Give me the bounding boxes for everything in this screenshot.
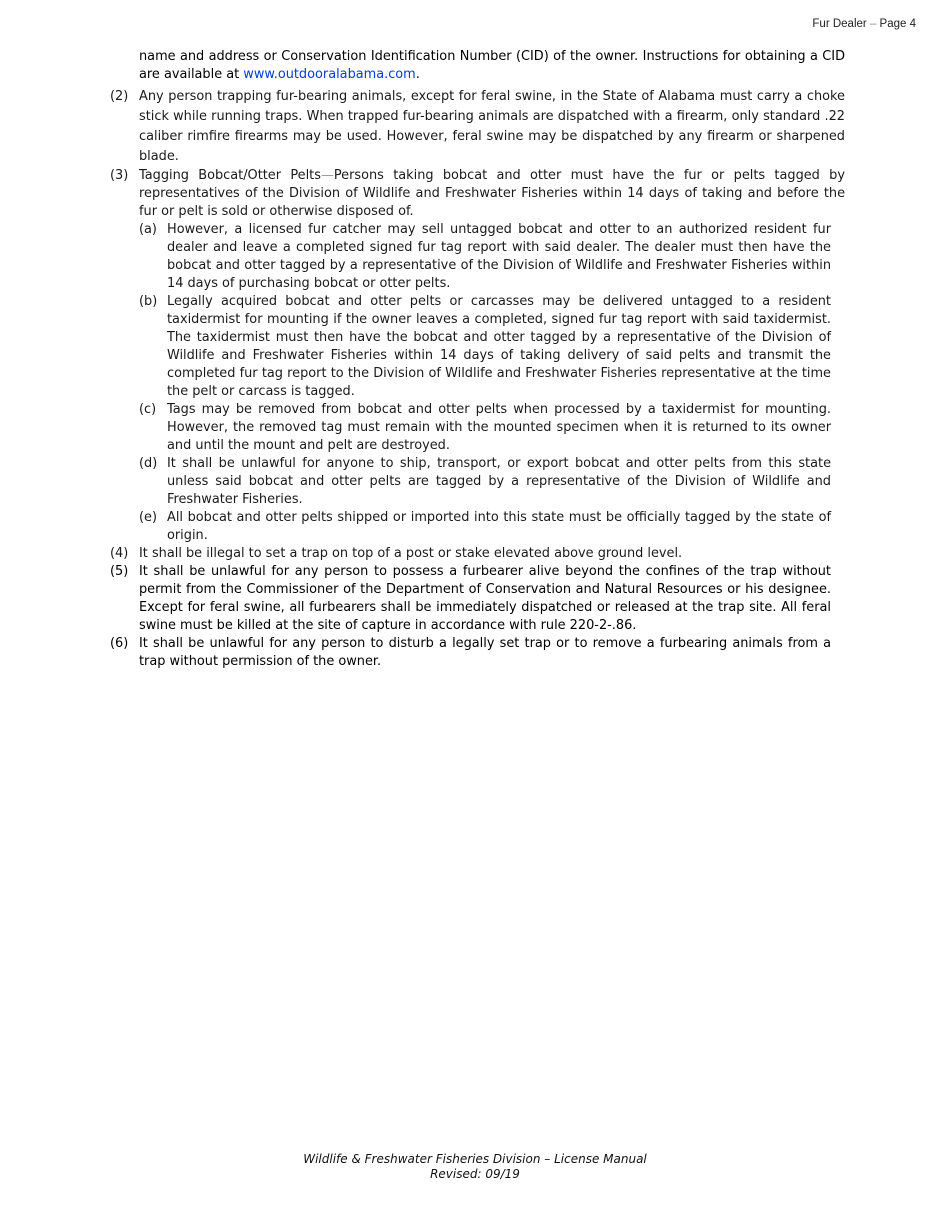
item-text: It shall be illegal to set a trap on top of a post or stake elevated above ground level. [139,546,683,561]
page-header [812,18,916,30]
page-footer [0,1152,950,1182]
item-number: (5) [110,564,129,579]
continued-paragraph [139,48,845,84]
list-item-6 [110,635,831,671]
list-item-4 [110,545,831,563]
item-number: (2) [110,89,129,104]
sub-item-d [139,455,831,509]
item-title: Tagging Bobcat/Otter Pelts [139,168,321,183]
outdooralabama-link[interactable]: www.outdooralabama.com [243,67,416,82]
item-body [139,167,845,221]
item-text: Any person trapping fur-bearing animals, except for feral swine, in the State of Alabama must carry a choke stick while running traps. When trapped fur-bearing animals are dispatched with a firearm, only standard .22 caliber rimfire firearms may be used. However, feral swine may be dispatched by any firearm or sharpened blade. [139,89,845,164]
intro-text: name and address or Conservation Identification Number (CID) of the owner. Instructions for obtaining a CID are available at [139,49,845,82]
sub-item-c [139,401,831,455]
header-section: Fur Dealer [812,18,867,30]
header-separator: – [869,18,877,30]
sub-item-b [139,293,831,401]
header-page-number: Page 4 [879,18,916,30]
sub-item-number: (b) [139,294,158,309]
sub-item-number: (d) [139,456,158,471]
sub-item-number: (c) [139,402,157,417]
item-number: (4) [110,546,129,561]
item-number: (3) [110,168,129,183]
item-text: It shall be unlawful for any person to possess a furbearer alive beyond the confines of the trap without permit from the Commissioner of the Department of Conservation and Natural Resources or his designee. Except for feral swine, all furbearers shall be immediately dispatched or released at the trap site. All feral swine must be killed at the site of capture in accordance with rule 220-2-.86. [139,564,831,633]
footer-revised: Revised: 09/19 [430,1167,520,1181]
sub-item-text: However, a licensed fur catcher may sell untagged bobcat and otter to an authorized resident fur dealer and leave a completed signed fur tag report with said dealer. The dealer must then have the bobcat and otter tagged by a representative of the Division of Wildlife and Freshwater Fisheries within 14 days of purchasing bobcat or otter pelts. [167,222,831,291]
list-item-3 [110,167,845,221]
title-dash: — [320,168,334,183]
sub-item-text: Tags may be removed from bobcat and otter pelts when processed by a taxidermist for mounting. However, the removed tag must remain with the mounted specimen when it is returned to its owner and until the mount and pelt are destroyed. [167,402,831,453]
item-number: (6) [110,636,129,651]
sub-item-text: All bobcat and otter pelts shipped or imported into this state must be officially tagged by the state of origin. [167,510,831,543]
sub-item-number: (e) [139,510,157,525]
sub-item-e [139,509,831,545]
sub-item-text: It shall be unlawful for anyone to ship, transport, or export bobcat and otter pelts from this state unless said bobcat and otter pelts are tagged by a representative of the Division of Wildlife and Freshwater Fisheries. [167,456,831,507]
sub-item-number: (a) [139,222,157,237]
footer-title: Wildlife & Freshwater Fisheries Division – License Manual [303,1152,647,1166]
list-item-2 [110,87,845,167]
document-body [110,48,845,671]
list-item-5 [110,563,831,635]
sub-item-text: Legally acquired bobcat and otter pelts or carcasses may be delivered untagged to a resident taxidermist for mounting if the owner leaves a completed, signed fur tag report with said taxidermist. The taxidermist must then have the bobcat and otter tagged by a representative of the Division of Wildlife and Freshwater Fisheries within 14 days of taking delivery of said pelts and transmit the completed fur tag report to the Division of Wildlife and Freshwater Fisheries representative at the time the pelt or carcass is tagged. [167,294,831,399]
intro-period: . [415,67,420,82]
sub-item-a [139,221,831,293]
item-text: Persons taking bobcat and otter must have the fur or pelts tagged by representatives of the Division of Wildlife and Freshwater Fisheries within 14 days of taking and before the fur or pelt is sold or otherwise disposed of. [139,168,845,219]
item-text: It shall be unlawful for any person to disturb a legally set trap or to remove a furbearing animals from a trap without permission of the owner. [139,636,831,669]
